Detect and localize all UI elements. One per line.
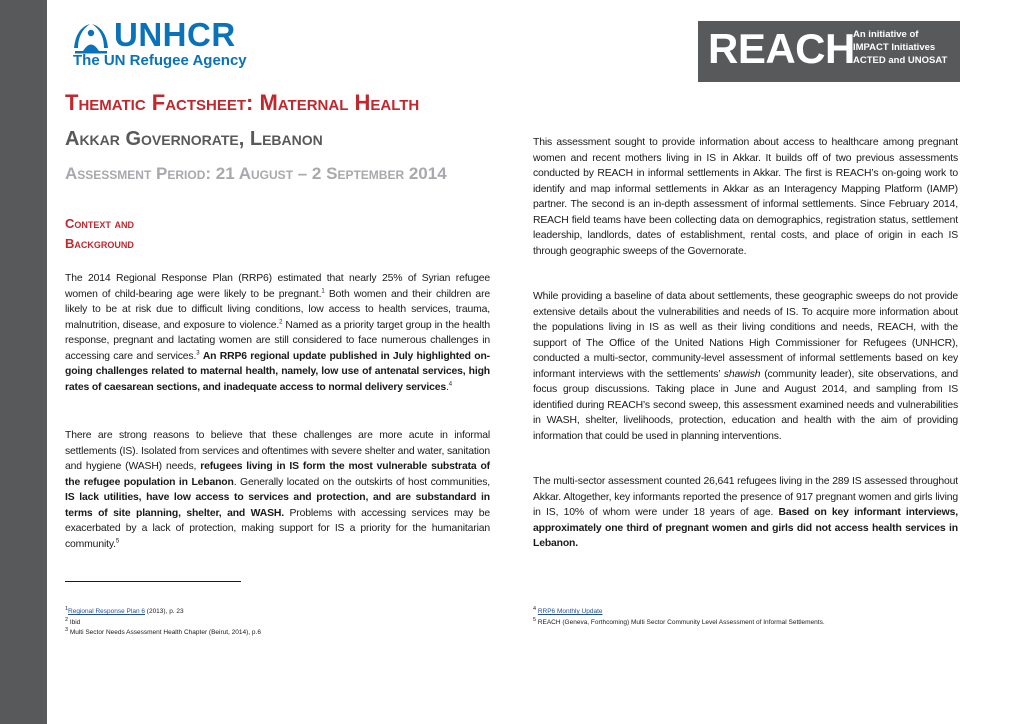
paragraph-text: This assessment sought to provide information about access to healthcare among pregnant women and recent mothers living in IS in Akkar. It builds off of two previous assessments conducted by REACH in informal settlements in Akkar. The first is REACH’s on-going work to identify and map informal settlements in Akkar as an Interagency Mapping Platform (IAMP) partner. The second is an in-depth assessment of informal settlements. Since February 2014, REACH field teams have been collecting data on demographics, registration status, settlement leadership, landlords, dates of establishment, rental costs, and place of origin in each IS through geographic sweeps of the Governorate. [533,137,958,257]
footnote-3 [65,625,261,636]
bold-text: refugees living in IS form the most vulnerable substrata of the refugee population in Lebanon [65,461,490,488]
text-run: While providing a baseline of data about settlements, these geographic sweeps do not provide extensive details about the vulnerabilities and needs of IS. To acquire more information about the populations living in IS as well as their living conditions and needs, REACH, with the support of The Office of the United Nations High Commissioner for Refugees (UNHCR), conducted a multi-sector, community-level assessment of informal settlements based on key informant interviews with the settlements’ [533,291,958,380]
reach-wordmark: REACH [708,25,855,72]
italic-text: shawish [723,368,761,380]
text-run: . [446,381,449,393]
text-run: Problems with accessing services may be exacerbated by a lack of protection, making support for IS a priority for the humanitarian community. [65,507,490,550]
footnotes-right [533,604,825,625]
footnote-number: 4 [533,606,537,612]
text-run: The multi-sector assessment counted 26,641 refugees living in the 289 IS assessed throughout Akkar. Altogether, key informants reported the presence of 917 pregnant women and girls living in IS, 10% of whom were under 18 years of age. [533,476,958,519]
section-heading-line: Background [65,236,134,251]
footnote-number: 3 [65,627,69,633]
text-run: Both women and their children are likely to be at risk due to difficult living conditions, low access to health services, trauma, malnutrition, disease, and exposure to violence. [65,288,491,331]
text-run: (community leader), site observations, and focus group discussions. Taking place in June and August 2014, and sampling from IS identified during REACH’s second sweep, this assessment examined needs and vulnerabilities in WASH, shelter, livelihoods, protection, education and health with the aim of providing information that could be used in planning interventions. [533,368,958,442]
footnote-text: Multi Sector Needs Assessment Health Chapter (Beirut, 2014), p.6 [68,629,261,637]
text-run: . Generally located on the outskirts of host communities, [233,476,491,488]
footnote-4 [533,604,825,615]
section-heading [65,214,215,254]
unhcr-wordmark: UNHCR [114,16,236,53]
footnote-ref: 4 [448,381,452,388]
footnote-text: (2013), p. 23 [144,608,184,616]
reach-tagline-line: An initiative of [853,29,919,40]
footnote-number: 1 [65,606,69,612]
document-subtitle: Akkar Governorate, Lebanon [65,128,323,150]
text-run: Named as a priority target group in the health response, pregnant and lactating women are still considered to face numerous challenges in accessing care and services. [65,319,490,362]
paragraph-methodology [533,289,958,444]
unhcr-tagline: The UN Refugee Agency [73,52,247,69]
footnotes-left [65,604,261,636]
footnote-divider [65,581,241,582]
footnote-ref: 2 [279,319,283,326]
reach-tagline-line: ACTED and UNOSAT [853,55,948,66]
bold-text: An RRP6 regional update published in July highlighted on-going challenges related to maternal health, namely, low use of antenatal services, high rates of caesarean sections, and inadequate access to normal delivery services [65,350,490,393]
text-run: There are strong reasons to believe that these challenges are more acute in informal settlements (IS). Isolated from services and oftentimes with severe shelter and water, sanitation and hygiene (WASH) needs, [65,430,490,473]
reach-tagline [853,28,957,67]
footnote-number: 2 [65,616,69,623]
assessment-period: Assessment Period: 21 August – 2 September 2014 [65,164,447,183]
document-title: Thematic Factsheet: Maternal Health [65,90,420,115]
unhcr-logo [70,18,270,73]
paragraph-assessment-purpose [533,135,958,259]
paragraph-key-findings [533,474,958,552]
footnote-1 [65,604,261,615]
footnote-text: Ibid [68,618,81,626]
left-margin-bar [0,0,47,724]
footnote-link-rrp6[interactable]: Regional Response Plan 6 [68,608,145,616]
bold-text: IS lack utilities, have low access to services and protection, and are substandard in terms of site planning, shelter, and WASH. [65,492,490,519]
text-run: The 2014 Regional Response Plan (RRP6) estimated that nearly 25% of Syrian refugee women of child-bearing age were likely to be pregnant. [65,273,490,300]
footnote-link-rrp6-monthly[interactable]: RRP6 Monthly Update [537,608,603,616]
paragraph-informal-settlements [65,428,490,552]
footnote-ref: 3 [196,350,200,357]
section-heading-line: Context and [65,216,134,231]
paragraph-rrp6-context [65,271,490,395]
footnote-number: 5 [533,616,537,623]
reach-tagline-line: IMPACT Initiatives [853,42,936,53]
footnote-2 [65,615,261,626]
footnote-ref: 1 [321,288,325,295]
footnote-text: REACH (Geneva, Forthcoming) Multi Sector Community Level Assessment of Informal Settlements. [536,618,825,626]
footnote-5 [533,615,825,626]
reach-logo [698,21,960,82]
footnote-ref: 5 [115,538,120,545]
bold-text: Based on key informant interviews, approximately one third of pregnant women and girls did not access health services in Lebanon. [533,507,958,550]
